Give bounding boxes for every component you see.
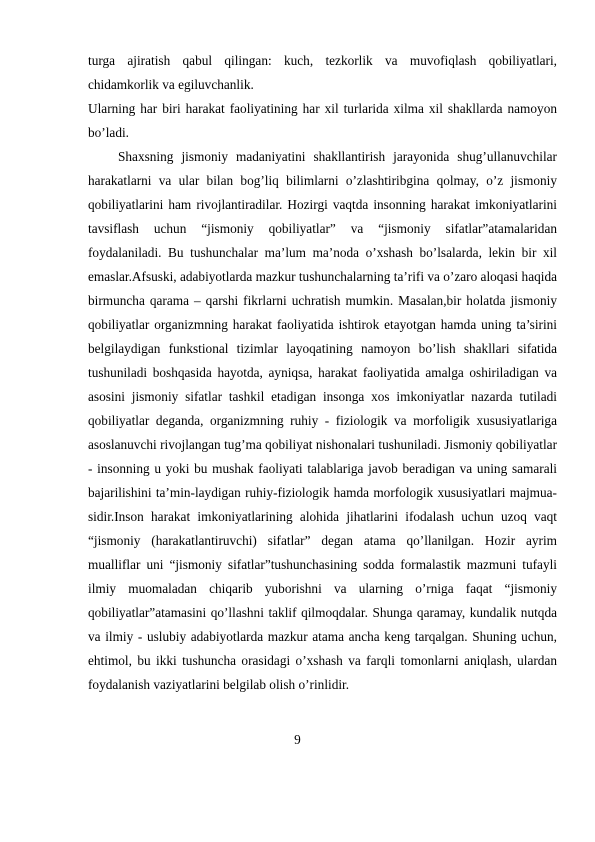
paragraph-1: turga ajiratish qabul qilingan: kuch, tezkorlik va muvofiqlash qobiliyatlari, chidamkorlik va egiluvchanlik. bbox=[88, 53, 557, 92]
paragraph-3: Shaxsning jismoniy madaniyatini shakllantirish jarayonida shug’ullanuvchilar harakatlarni va ular bilan bog’liq bilimlarni o’zlashtiribgina qolmay, o’z jismoniy qobiliyatlarini ham rivojlantiradilar. Hozirgi vaqtda insonning harakat imkoniyatlarini tavsiflash uchun “jismoniy qobiliyatlar” va “jismoniy sifatlar”atamalaridan foydalaniladi. Bu tushunchalar ma’lum ma’noda o’xshash bo’lsalarda, lekin bir xil emaslar.Afsuski, adabiyotlarda mazkur tushunchalarning ta’rifi va o’zaro aloqasi haqida birmuncha qarama – qarshi fikrlarni uchratish mumkin. Masalan,bir holatda jismoniy qobiliyatlar organizmning harakat faoliyatida ishtirok etayotgan hamda uning ta’sirini belgilaydigan funkstional tizimlar layoqatining namoyon bo’lish shakllari sifatida tushuniladi boshqasida hayotda, ayniqsa, harakat faoliyatida amalga oshiriladigan va asosini jismoniy sifatlar tashkil etadigan insonga xos imkoniyatlar nazarda tutiladi qobiliyatlar deganda, organizmning ruhiy - fiziologik va morfoligik xususiyatlariga asoslanuvchi rivojlangan tug’ma qobiliyat nishonalari tushuniladi. Jismoniy qobiliyatlar - insonning u yoki bu mushak faoliyati talablariga javob beradigan va uning samarali bajarilishini ta’min-laydigan ruhiy-fiziologik hamda morfologik xususiyatlari majmua-sidir.Inson harakat imkoniyatlarining alohida jihatlarini ifodalash uchun uzoq vaqt “jismoniy (harakatlantiruvchi) sifatlar” degan atama qo’llanilgan. Hozir ayrim mualliflar uni “jismoniy sifatlar”tushunchasining sodda formalastik mazmuni tufayli ilmiy muomaladan chiqarib yuborishni va ularning o’rniga faqat “jismoniy qobiliyatlar”atamasini qo’llashni taklif qilmoqdalar. Shunga qaramay, kundalik nutqda va ilmiy - uslubiy adabiyotlarda mazkur atama ancha keng tarqalgan. Shuning uchun, ehtimol, bu ikki tushuncha orasidagi o’xshash va farqli tomonlarni aniqlash, ulardan foydalanish vaziyatlarini belgilab olish o’rinlidir. bbox=[88, 149, 557, 692]
paragraph-2: Ularning har biri harakat faoliyatining har xil turlarida xilma xil shakllarda namoyon bo’ladi. bbox=[88, 101, 557, 140]
page-number: 9 bbox=[294, 732, 301, 747]
body-text bbox=[88, 49, 557, 697]
